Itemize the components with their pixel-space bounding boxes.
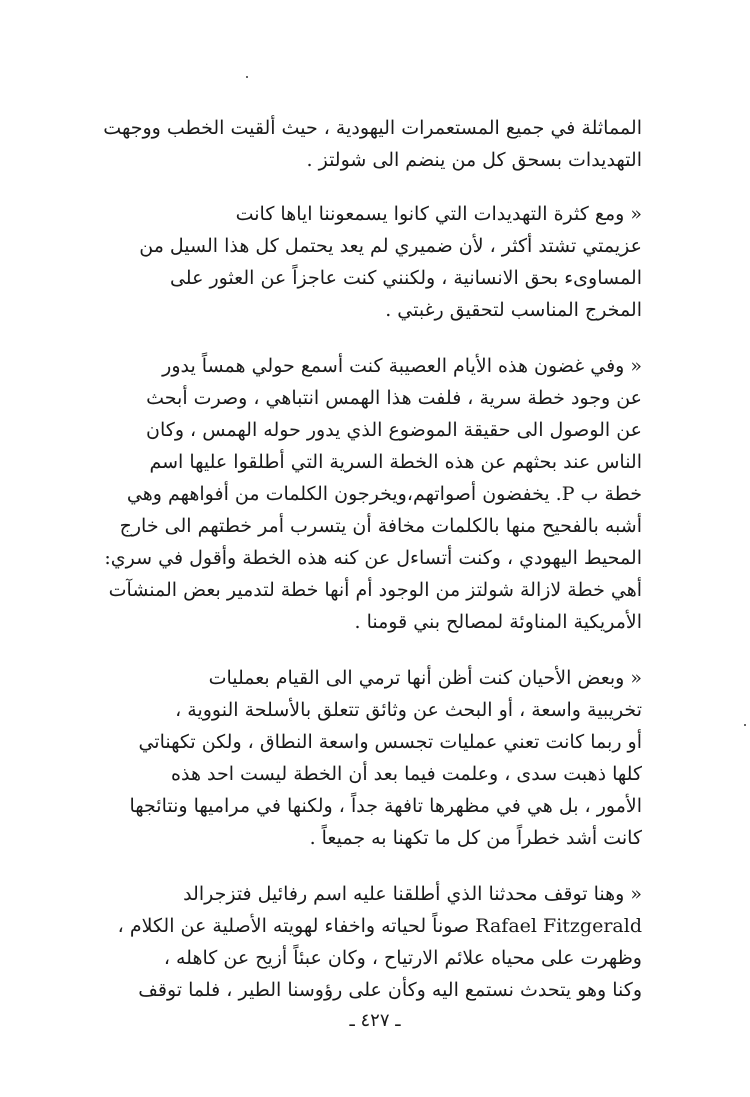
text-line: كلها ذهبت سدى ، وعلمت فيما بعد أن الخطة ليست احد هذه — [171, 763, 642, 785]
paragraph-2 — [90, 198, 642, 326]
text-line: وكنا وهو يتحدث نستمع اليه وكأن على رؤوسنا الطير ، فلما توقف — [138, 979, 642, 1001]
text-line: الأمور ، بل هي في مظهرها تافهة جداً ، ولكنها في مراميها ونتائجها — [129, 795, 642, 817]
page-number: ـ ٤٢٧ ـ — [349, 1010, 401, 1031]
text-line: « وفي غضون هذه الأيام العصيبة كنت أسمع حولي همساً يدور — [162, 355, 642, 377]
text-line: « وهنا توقف محدثنا الذي أطلقنا عليه اسم رفائيل فتزجرالد — [183, 883, 642, 905]
text-line: Rafael Fitzgerald صوناً لحياته واخفاء لهويته الأصلية عن الكلام ، — [117, 915, 642, 937]
paragraph-3 — [90, 350, 642, 638]
text-line: « وبعض الأحيان كنت أظن أنها ترمي الى القيام بعمليات — [208, 667, 642, 689]
text-line: عزيمتي تشتد أكثر ، لأن ضميري لم يعد يحتمل كل هذا السيل من — [139, 235, 642, 257]
text-line: وظهرت على محياه علائم الارتياح ، وكان عبئاً أزيح عن كاهله ، — [163, 947, 642, 969]
text-line: المحيط اليهودي ، وكنت أتساءل عن كنه هذه الخطة وأقول في سري: — [104, 547, 642, 569]
text-line: عن الوصول الى حقيقة الموضوع الذي يدور حوله الهمس ، وكان — [146, 419, 642, 441]
paragraph-4 — [90, 662, 642, 854]
paragraph-1 — [90, 112, 642, 176]
text-line: المماثلة في جميع المستعمرات اليهودية ، حيث ألقيت الخطب ووجهت — [103, 117, 642, 139]
text-line: الأمريكية المناوئة لمصالح بني قومنا . — [354, 611, 642, 633]
text-line: أشبه بالفحيح منها بالكلمات مخافة أن يتسرب أمر خطتهم الى خارج — [119, 515, 642, 537]
text-line: أو ربما كانت تعني عمليات تجسس واسعة النطاق ، ولكن تكهناتي — [138, 731, 642, 753]
text-line: كانت أشد خطراً من كل ما تكهنا به جميعاً . — [309, 827, 642, 849]
text-line: تخريبية واسعة ، أو البحث عن وثائق تتعلق بالأسلحة النووية ، — [175, 699, 642, 721]
paragraph-5 — [90, 878, 642, 1006]
text-line: عن وجود خطة سرية ، فلفت هذا الهمس انتباهي ، وصرت أبحث — [146, 387, 642, 409]
text-line: الناس عند بحثهم عن هذه الخطة السرية التي أطلقوا عليها اسم — [149, 451, 642, 473]
scan-speck — [246, 76, 248, 78]
text-line: « ومع كثرة التهديدات التي كانوا يسمعوننا اياها كانت — [235, 203, 642, 225]
scan-speck — [744, 724, 746, 726]
text-line: خطة ب P. يخفضون أصواتهم،ويخرجون الكلمات من أفواههم وهي — [126, 483, 642, 505]
text-line: أهي خطة لازالة شولتز من الوجود أم أنها خطة لتدمير بعض المنشآت — [108, 579, 642, 601]
text-line: المخرج المناسب لتحقيق رغبتي . — [385, 299, 642, 321]
document-page — [90, 112, 642, 1037]
text-line: المساوىء بحق الانسانية ، ولكنني كنت عاجزاً عن العثور على — [169, 267, 642, 289]
body-text — [90, 112, 642, 1006]
text-line: التهديدات بسحق كل من ينضم الى شولتز . — [306, 149, 642, 171]
